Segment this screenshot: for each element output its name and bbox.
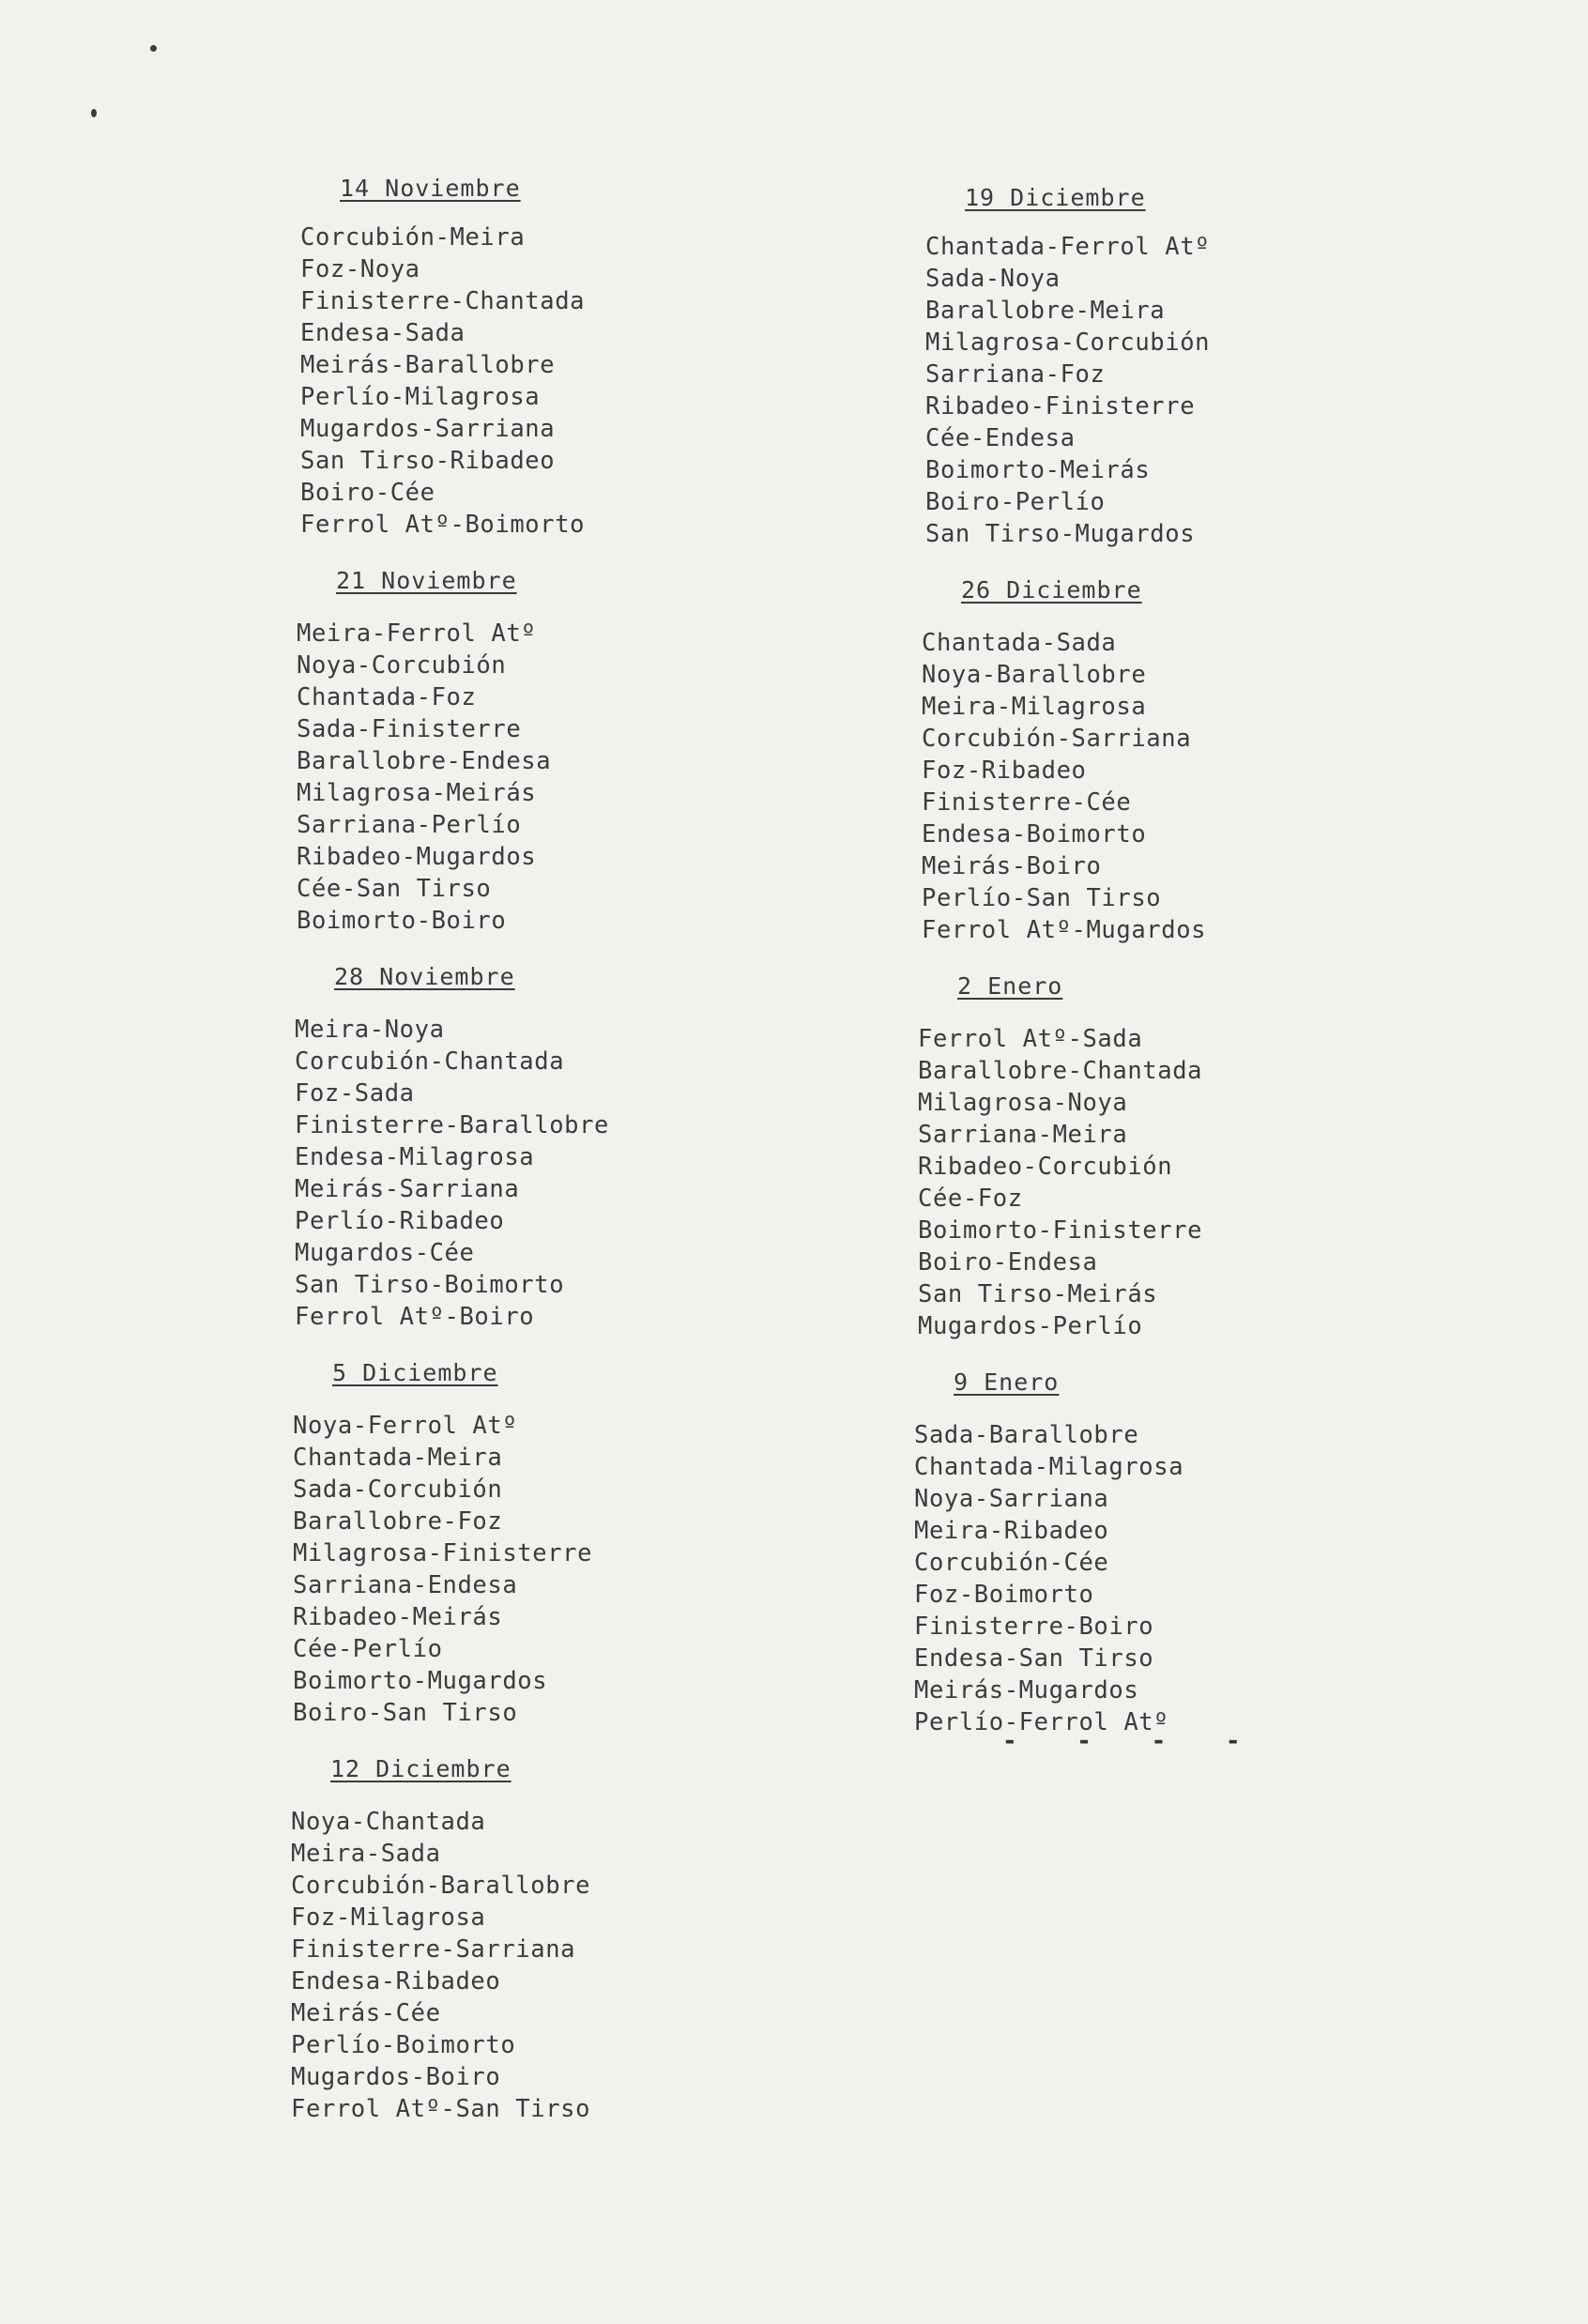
match: Perlío-Milagrosa bbox=[300, 383, 541, 411]
round-21-noviembre bbox=[297, 565, 785, 937]
round-14-noviembre bbox=[300, 173, 785, 541]
ink-speck-2 bbox=[91, 109, 97, 117]
match: Milagrosa-Noya bbox=[918, 1089, 1128, 1117]
round-9-enero bbox=[914, 1367, 1436, 1738]
round-2-enero bbox=[918, 971, 1436, 1342]
match: San Tirso-Meirás bbox=[918, 1280, 1158, 1308]
round-19-diciembre bbox=[925, 182, 1436, 550]
match: Sada-Finisterre bbox=[297, 715, 522, 743]
match: Corcubión-Cée bbox=[914, 1549, 1109, 1577]
match: Ferrol Atº-Boiro bbox=[295, 1303, 535, 1331]
match: Finisterre-Barallobre bbox=[295, 1111, 609, 1139]
match: Chantada-Foz bbox=[297, 683, 477, 711]
match: Ribadeo-Mugardos bbox=[297, 843, 537, 871]
round-date: 26 Diciembre bbox=[961, 576, 1142, 604]
match: San Tirso-Mugardos bbox=[925, 520, 1196, 548]
match: San Tirso-Boimorto bbox=[295, 1271, 565, 1299]
round-date: 12 Diciembre bbox=[330, 1755, 512, 1782]
match: Perlío-San Tirso bbox=[922, 884, 1162, 912]
match: Meira-Milagrosa bbox=[922, 693, 1147, 721]
match: Endesa-Sada bbox=[300, 319, 466, 347]
match: Boimorto-Mugardos bbox=[293, 1667, 548, 1695]
match: Meirás-Barallobre bbox=[300, 351, 556, 379]
match: Meirás-Mugardos bbox=[914, 1676, 1139, 1705]
match: Cée-Foz bbox=[918, 1185, 1023, 1213]
match: Boiro-Endesa bbox=[918, 1248, 1098, 1277]
match: Sarriana-Foz bbox=[925, 360, 1106, 389]
round-date: 28 Noviembre bbox=[334, 963, 515, 990]
match: Finisterre-Sarriana bbox=[291, 1935, 576, 1964]
match: Boimorto-Meirás bbox=[925, 456, 1151, 484]
match: Mugardos-Perlío bbox=[918, 1312, 1143, 1340]
end-mark: - - - - bbox=[1002, 1727, 1263, 1755]
match: Ribadeo-Finisterre bbox=[925, 392, 1196, 420]
round-26-diciembre bbox=[922, 574, 1436, 946]
round-date: 9 Enero bbox=[954, 1368, 1060, 1396]
match: Barallobre-Foz bbox=[293, 1507, 503, 1536]
match: Endesa-Milagrosa bbox=[295, 1143, 535, 1171]
match: Ferrol Atº-Sada bbox=[918, 1025, 1143, 1053]
match: Noya-Ferrol Atº bbox=[293, 1412, 518, 1440]
match: Meira-Sada bbox=[291, 1840, 441, 1868]
match: Sada-Corcubión bbox=[293, 1475, 503, 1504]
match: Meirás-Boiro bbox=[922, 852, 1102, 880]
round-12-diciembre bbox=[291, 1753, 785, 2125]
match: Meirás-Cée bbox=[291, 1999, 441, 2027]
match: Barallobre-Meira bbox=[925, 297, 1166, 325]
match: Foz-Sada bbox=[295, 1079, 415, 1108]
match: Meira-Ribadeo bbox=[914, 1517, 1109, 1545]
match: Foz-Ribadeo bbox=[922, 757, 1087, 785]
match: Milagrosa-Finisterre bbox=[293, 1539, 593, 1567]
match: Endesa-San Tirso bbox=[914, 1644, 1154, 1673]
round-date: 2 Enero bbox=[957, 972, 1063, 1000]
match: Sada-Noya bbox=[925, 265, 1061, 293]
match: Ferrol Atº-Mugardos bbox=[922, 916, 1207, 944]
left-column bbox=[259, 173, 785, 2149]
match: Boimorto-Finisterre bbox=[918, 1216, 1203, 1245]
match: Noya-Barallobre bbox=[922, 661, 1147, 689]
match: Ferrol Atº-San Tirso bbox=[291, 2095, 591, 2123]
match: Noya-Sarriana bbox=[914, 1485, 1109, 1513]
round-date: 19 Diciembre bbox=[965, 184, 1146, 211]
match: Chantada-Ferrol Atº bbox=[925, 233, 1211, 261]
match: Corcubión-Meira bbox=[300, 223, 526, 252]
match: Meira-Ferrol Atº bbox=[297, 619, 537, 648]
match: Endesa-Ribadeo bbox=[291, 1967, 501, 1995]
match: Sarriana-Endesa bbox=[293, 1571, 518, 1599]
match: Chantada-Milagrosa bbox=[914, 1453, 1184, 1481]
match: Endesa-Boimorto bbox=[922, 820, 1147, 849]
match: Boimorto-Boiro bbox=[297, 907, 507, 935]
match: Chantada-Sada bbox=[922, 629, 1117, 657]
match: Perlío-Ribadeo bbox=[295, 1207, 505, 1235]
match: Corcubión-Chantada bbox=[295, 1047, 565, 1076]
match: Perlío-Ferrol Atº bbox=[914, 1708, 1169, 1736]
match: Foz-Boimorto bbox=[914, 1581, 1094, 1609]
match: Finisterre-Chantada bbox=[300, 287, 586, 315]
match: Corcubión-Sarriana bbox=[922, 725, 1192, 753]
match: Sada-Barallobre bbox=[914, 1421, 1139, 1449]
match: Chantada-Meira bbox=[293, 1444, 503, 1472]
match: Barallobre-Chantada bbox=[918, 1057, 1203, 1085]
round-28-noviembre bbox=[295, 961, 785, 1333]
match: Ribadeo-Meirás bbox=[293, 1603, 503, 1631]
round-5-diciembre bbox=[293, 1357, 785, 1729]
match: Mugardos-Sarriana bbox=[300, 415, 556, 443]
ink-speck-1 bbox=[150, 45, 157, 52]
match: Foz-Milagrosa bbox=[291, 1904, 486, 1932]
match: Cée-San Tirso bbox=[297, 875, 492, 903]
match: Boiro-Perlío bbox=[925, 488, 1106, 516]
round-date: 21 Noviembre bbox=[336, 567, 517, 594]
match: Sarriana-Perlío bbox=[297, 811, 522, 839]
match: Cée-Perlío bbox=[293, 1635, 443, 1663]
match: San Tirso-Ribadeo bbox=[300, 447, 556, 475]
match: Mugardos-Cée bbox=[295, 1239, 475, 1267]
match: Perlío-Boimorto bbox=[291, 2031, 516, 2059]
round-date: 14 Noviembre bbox=[340, 175, 521, 202]
match: Meirás-Sarriana bbox=[295, 1175, 520, 1203]
match: Finisterre-Boiro bbox=[914, 1613, 1154, 1641]
match: Milagrosa-Corcubión bbox=[925, 329, 1211, 357]
match: Noya-Corcubión bbox=[297, 651, 507, 680]
round-date: 5 Diciembre bbox=[332, 1359, 498, 1386]
match: Milagrosa-Meirás bbox=[297, 779, 537, 807]
match: Finisterre-Cée bbox=[922, 788, 1132, 817]
right-column bbox=[910, 182, 1436, 1763]
match: Cée-Endesa bbox=[925, 424, 1076, 452]
match: Meira-Noya bbox=[295, 1016, 445, 1044]
match: Foz-Noya bbox=[300, 255, 420, 283]
match: Noya-Chantada bbox=[291, 1808, 486, 1836]
match: Boiro-San Tirso bbox=[293, 1699, 518, 1727]
match: Ferrol Atº-Boimorto bbox=[300, 511, 586, 539]
match: Ribadeo-Corcubión bbox=[918, 1153, 1173, 1181]
match: Mugardos-Boiro bbox=[291, 2063, 501, 2091]
match: Corcubión-Barallobre bbox=[291, 1872, 591, 1900]
match: Barallobre-Endesa bbox=[297, 747, 552, 775]
match: Sarriana-Meira bbox=[918, 1121, 1128, 1149]
match: Boiro-Cée bbox=[300, 479, 435, 507]
